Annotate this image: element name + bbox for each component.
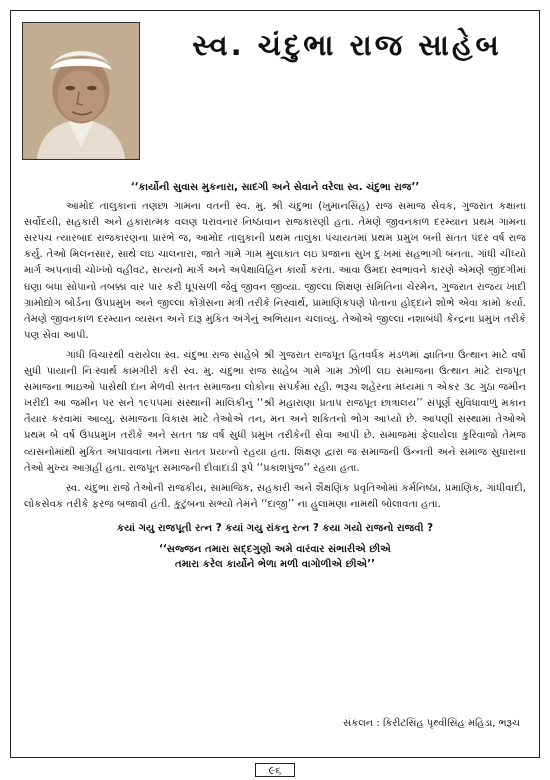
question-line: કયાં ગયુ રાજપૂતી રત્ન ? કયાં ગયુ રાંકનુ રત્ન ? કયા ગયો રાજનો રાજવી ?	[116, 522, 434, 534]
paragraph-3: સ્વ. ચંદુભા રાજે તેઓની રાજકીય, સામાજિક, સહકારી અને શૈક્ષણિક પ્રવૃતિઓમાં કર્મનિષ્ઠા, પ્રમાણિક, ગાંધીવાદી, લોકસેવક તરીકે ફરજ બજાવી હતી. કુટુંબના સભ્યો તેમને ‘‘દાજી’’ ના હુલામણા નામથી બોલાવતા હતા.	[24, 482, 526, 510]
paragraph-1: આમોદ તાલુકાનાં તણછા ગામના વતની સ્વ. મુ. શ્રી ચંદુભા (ખુમાનસિંહ) રાજ સમાજ સેવક, ગુજરાત કક્ષાના સર્વોદયી, સહકારી અને હકારાત્મક વલણ ધરાવનાર નિષ્ઠાવાન રાજકારણી હતા. તેમણે જીવનકાળ દરમ્યાન પ્રથમ ગામના સરપંચ ત્યારબાદ રાજકારણના પ્રારંભે જ, આમોદ તાલુકાની પ્રથમ તાલુકા પંચાયતમાં પ્રથમ પ્રમુખ બની સતત પંદર વર્ષ રાજ કર્યુ. તેઓ મિલનસાર, સાથે લઇ ચાલનારા, જાતે ગામે ગામ મુલાકાત લઇ પ્રજાના સુખ દુઃખમાં સહભાગી બનતા. ગાંધી ચીધ્યો માર્ગ અપનાવી ચોખ્ખો વહીવટ, સત્યનો માર્ગ અને અપેક્ષાવિહિન કાર્યો કરતા. આવા ઉમદા સ્વભાવને કારણે એમણે જીંદગીમાં ઘણા બધા સોપાનો તબક્કા વાર પાર કરી ધૂપસળી જેવું જીવન જીવ્યા. જીલ્લા શિક્ષણ સમિતિના ચેરમેન, ગુજરાત રાજય ખાદી ગ્રામોદ્યોગ બોર્ડના ઉપપ્રમુખ અને જીલ્લા કોંગ્રેસના મંત્રી તરીકે નિસ્વાર્થ, પ્રામાણિકપણે પોતાના હોદ્દાને શોભે એવા કામો કર્યા. તેમણે જીવનકાળ દરમ્યાન વ્યસન અને દારૂ મુકિત અંગેનું અભિયાન ચલાવ્યુ. તેઓએ જીલ્લા નશાબંધી કેન્દ્રના પ્રમુખ તરીકે પણ સેવા આપી.	[24, 201, 526, 341]
page-number: ૯૬	[255, 763, 295, 777]
portrait-photo-icon	[22, 22, 140, 160]
verse-line-2: તમારા કરેલ કાર્યોને ભેળા મળી વાગોળીએ છીએ’’	[174, 558, 376, 570]
article-body	[24, 180, 526, 572]
page-title: સ્વ. ચંદુભા રાજ સાહેબ	[192, 28, 502, 62]
paragraph-2: ગાંધી વિચારથી વરાયેલા સ્વ. ચંદુભા રાજ સાહેબે શ્રી ગુજરાત રાજપૂત હિતવર્ધક મંડળમાં જ્ઞાતિના ઉત્થાન માટે વર્ષો સુધી પાયાની નિઃસ્વાર્થ કામગીરી કરી સ્વ. મુ. ચંદુભા રાજ સાહેબ ગામે ગામ ઝોળી લઇ સમાજના ઉત્થાન માટે રાજપૂત સમાજના ભાઇઓ પાસેથી દાન મેળવી સતત સમાજના લોકોના સંપર્કમાં રહી. ભરૂચ શહેરના મધ્યમાં ૧ એકર ૩૮ ગુંઠા જમીન ખરીદી આ જમીન પર સને ૧૯૫૫માં સંસ્થાની માલિકીનું ‘‘શ્રી મહારાણા પ્રતાપ રાજપૂત છાત્રાલય’’ સંપૂર્ણ સુવિધાવાળું મકાન તૈયાર કરવામાં આવ્યુ. સમાજના વિકાસ માટે તેઓએ તન, મન અને શકિતનો ભોગ આપ્યો છે. આપણી સંસ્થામાં તેઓએ પ્રથમ બે વર્ષ ઉપપ્રમુખ તરીકે અને સતત ૧૪ વર્ષ સુધી પ્રમુખ તરીકેની સેવા આપી છે. સમાજમાં ફેલાયેલા કુરિવાજો તેમજ વ્યસનોમાંથી મુકિત અપાવવાના તેમના સતત પ્રયત્નો રહયા હતા. શિક્ષણ દ્વારા જ સમાજની ઉન્નતી અને સમાજ સુધારાના તેઓ મુખ્ય આગ્રહી હતા. રાજપૂત સમાજની દીવાદાંડી રૂપે ‘‘પ્રકાશપુંજ’’ રહયા હતા.	[24, 349, 526, 474]
intro-quote: ‘‘કાર્યોની સુવાસ મુકનારા, સાદગી અને સેવાને વરેલા સ્વ. ચંદુભા રાજ’’	[130, 182, 420, 193]
verse-line-1: ‘‘સજ્જન તમારા સદ્દગુણો અમે વારંવાર સંભારીએ છીએ	[159, 543, 391, 555]
header	[22, 22, 530, 162]
compiler-credit: સંકલન : કિરીટસિંહ પૃથ્વીસિંહ મહિડા, ભરૂચ	[343, 718, 520, 729]
